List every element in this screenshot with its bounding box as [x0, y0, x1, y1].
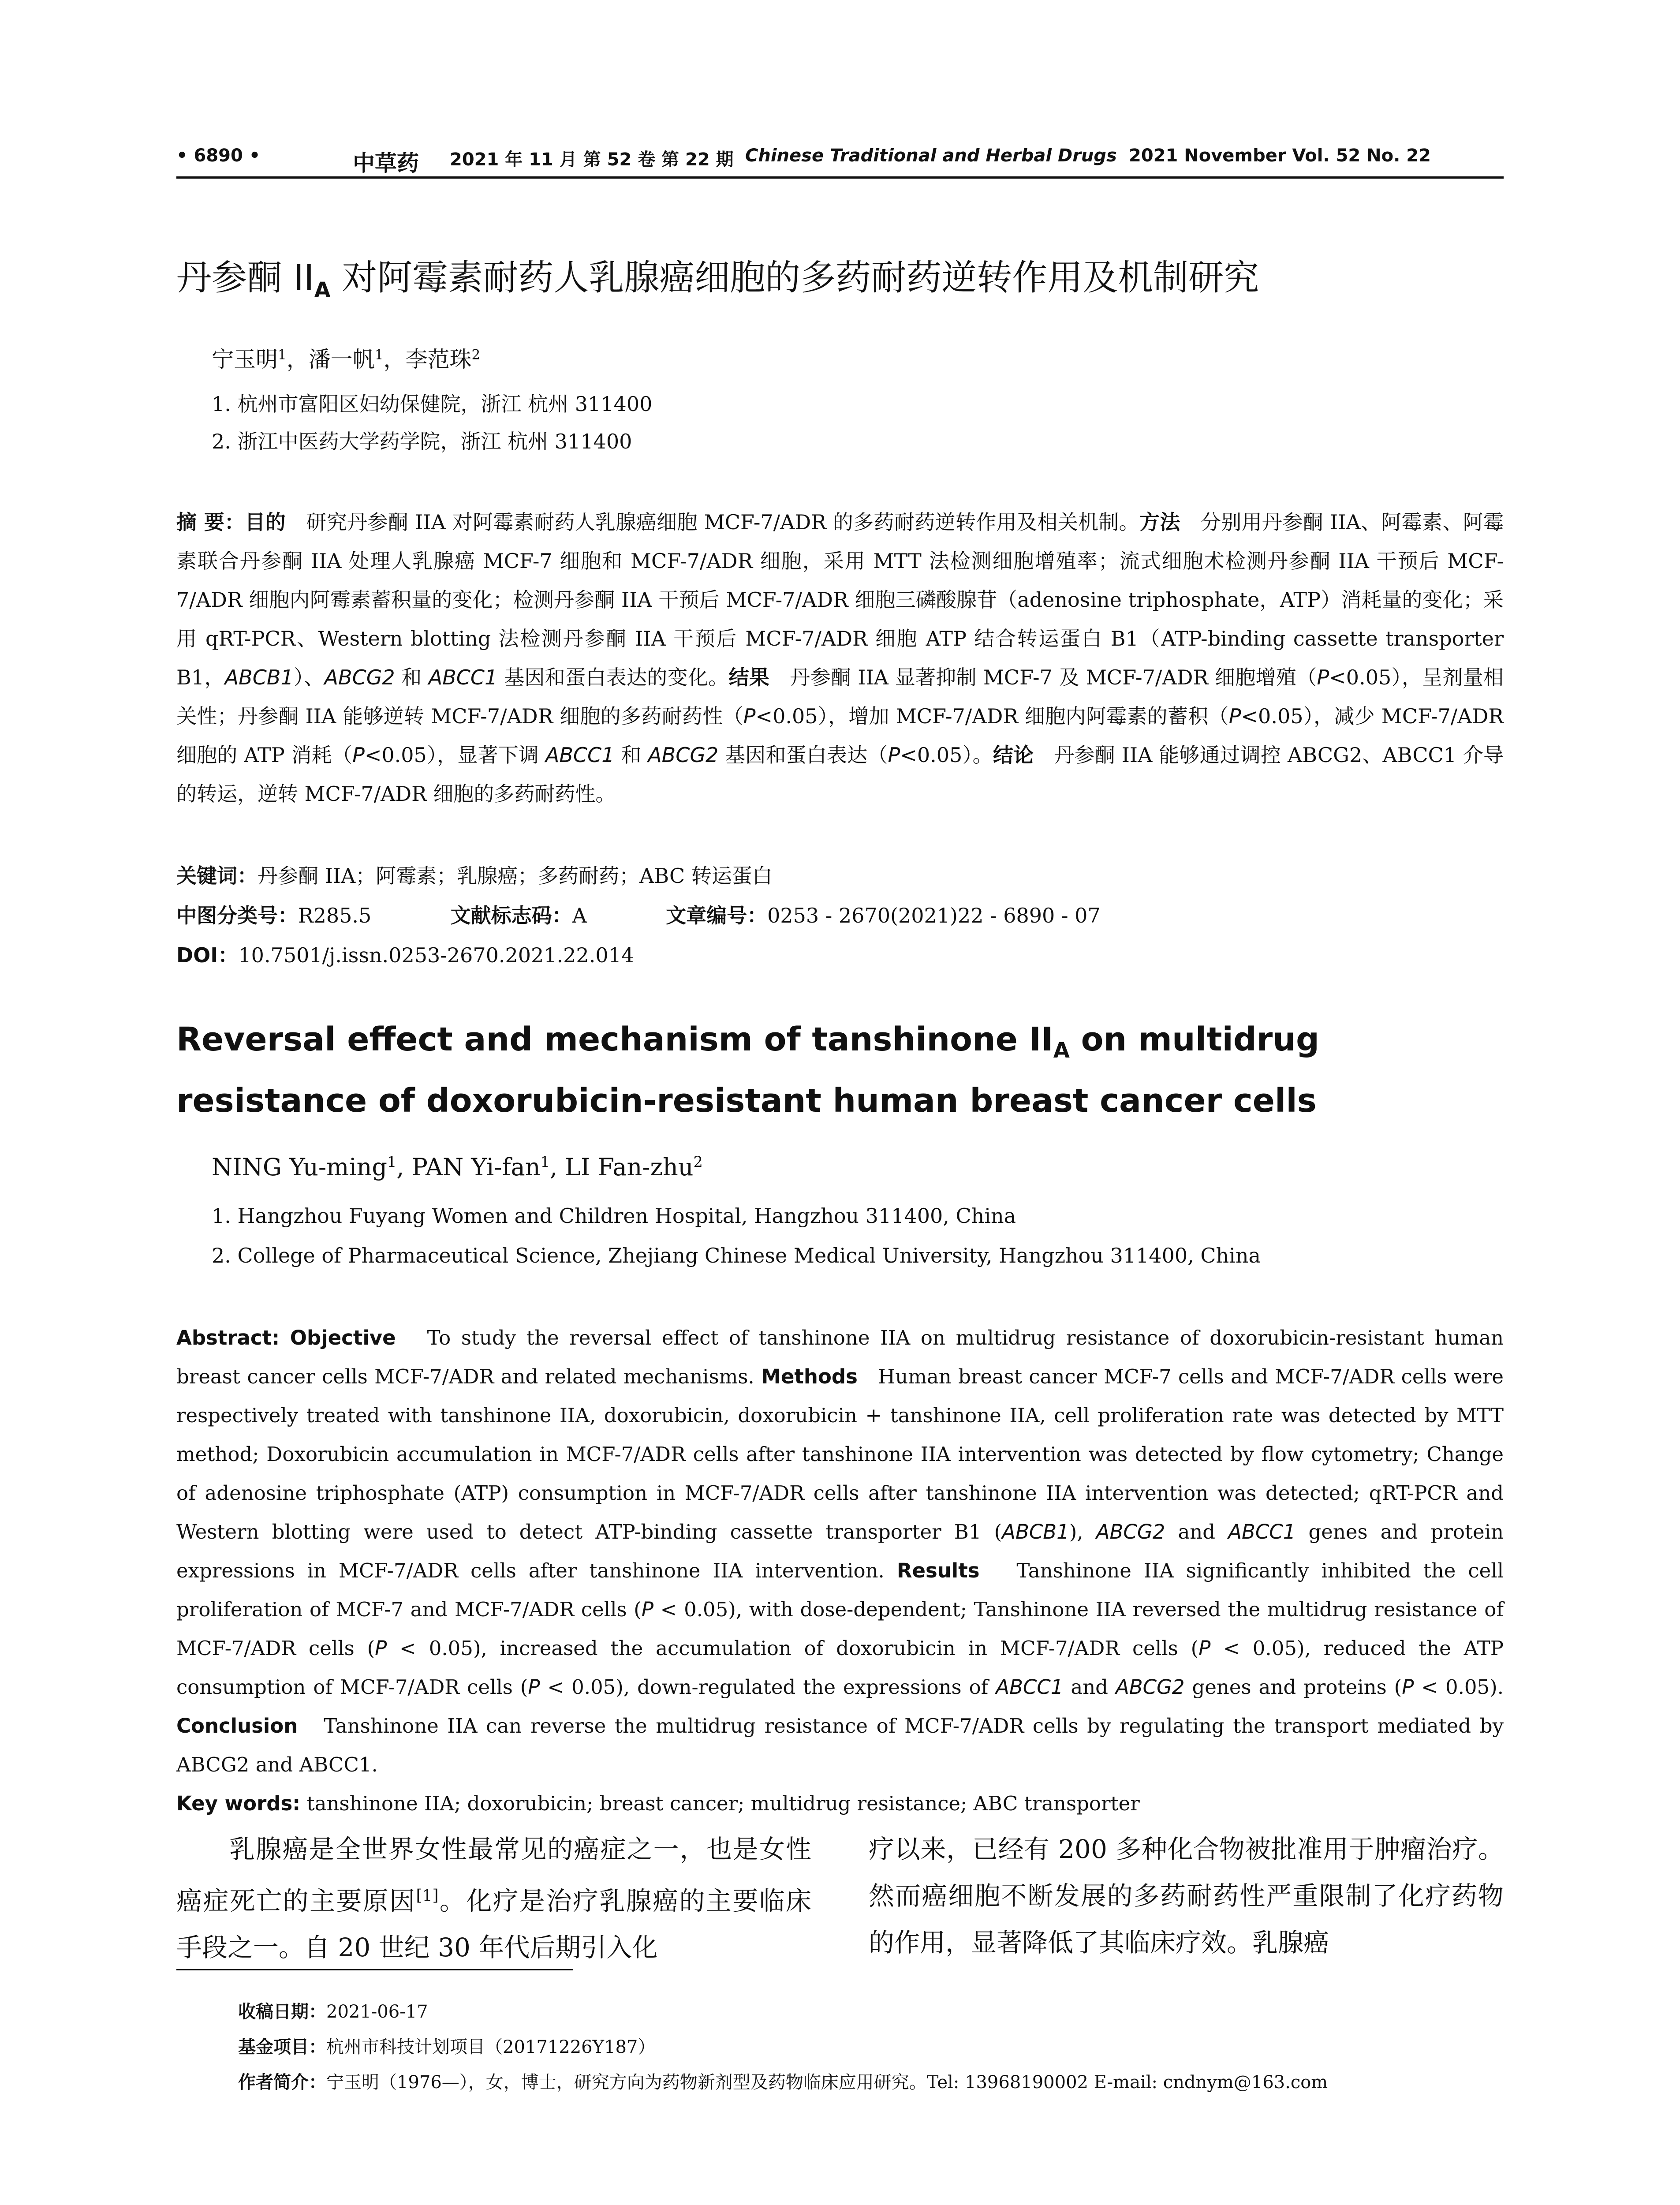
conclusion-label-en: Conclusion [176, 1714, 298, 1738]
objective-cn: 研究丹参酮 IIA 对阿霉素耐药人乳腺癌细胞 MCF-7/ADR 的多药耐药逆转作用及相关机制。 [306, 510, 1139, 534]
results-en: < 0.05), with dose-dependent; Tanshinone IIA reversed the multidrug resistance of MCF-7/ADR cells ( [176, 1598, 1504, 1660]
author-cn-1-affil: 1 [278, 347, 287, 363]
affiliation-en-1: 1. Hangzhou Fuyang Women and Children Hospital, Hangzhou 311400, China [212, 1204, 1016, 1228]
text: 和 [614, 743, 648, 767]
abstract-en-label: Abstract: [176, 1326, 280, 1349]
footnote-fund [238, 2033, 655, 2058]
abstract-cn-label: 摘 要： [176, 510, 245, 534]
author-en-2: , PAN Yi-fan [396, 1153, 541, 1181]
article-label: 文章编号： [666, 904, 768, 927]
p-symbol: P [1317, 665, 1329, 689]
title-en-part2: on multidrug resistance of doxorubicin-resistant human breast cancer cells [176, 1020, 1319, 1120]
text: 和 [395, 665, 429, 689]
methods-cn: 分别用丹参酮 IIA、阿霉素、阿霉素联合丹参酮 IIA 处理人乳腺癌 MCF-7 细胞和 MCF-7/ADR 细胞，采用 MTT 法检测细胞增殖率；流式细胞术检测丹参酮 IIA 干预后 MCF-7/ADR 细胞内阿霉素蓄积量的变化；检测丹参酮 IIA 干预后 MCF-7/ADR 细胞三磷酸腺苷（adenosine triphosphate，ATP）消耗量的变化；采用 qRT-PCR、Western blotting 法检测丹参酮 IIA 干预后 MCF-7/ADR 细胞 ATP 结合转运蛋白 B1（ATP-binding cassette transporter B1， [176, 510, 1504, 689]
results-en: genes and proteins ( [1184, 1675, 1402, 1699]
author-cn-2-affil: 1 [374, 347, 384, 363]
author-en-1-affil: 1 [387, 1153, 397, 1170]
doi-label: DOI： [176, 943, 239, 967]
author-cn-3: 李范珠 [405, 347, 472, 372]
results-cn: <0.05），显著下调 [364, 743, 545, 767]
classification-line [176, 900, 1504, 929]
p-symbol: P [1228, 704, 1241, 728]
footnote-received [238, 1998, 428, 2023]
p-symbol: P [352, 743, 365, 767]
citation-ref[interactable]: [1] [416, 1887, 439, 1905]
p-symbol: P [743, 704, 756, 728]
footnote-author [238, 2068, 1328, 2093]
results-label-en: Results [896, 1559, 980, 1582]
author-cn-2: 潘一帆 [308, 347, 375, 372]
title-cn-part2: 对阿霉素耐药人乳腺癌细胞的多药耐药逆转作用及机制研究 [330, 257, 1259, 298]
author-cn-3-affil: 2 [471, 347, 481, 363]
running-header [176, 146, 1504, 176]
title-cn-sub: A [314, 278, 331, 303]
gene-abcb1-en: ABCB1 [1002, 1520, 1069, 1544]
gene-abcb1-cn: ABCB1 [224, 665, 294, 689]
keywords-en-label: Key words: [176, 1792, 301, 1815]
clc-label: 中图分类号： [176, 904, 298, 927]
author-cn-1: 宁玉明 [212, 347, 278, 372]
keywords-cn-label: 关键词： [176, 864, 258, 888]
page-number: • 6890 • [176, 146, 261, 166]
author-bio-text: 宁玉明（1976—），女，博士，研究方向为药物新剂型及药物临床应用研究。Tel: 13968190002 E-mail: cndnym@163.com [326, 2072, 1328, 2093]
header-rule [176, 176, 1504, 179]
results-cn: 基因和蛋白表达（ [718, 743, 888, 767]
results-cn: <0.05），增加 MCF-7/ADR 细胞内阿霉素的蓄积（ [755, 704, 1229, 728]
keywords-en-text: tanshinone IIA; doxorubicin; breast cancer; multidrug resistance; ABC transporter [306, 1792, 1140, 1815]
text: ）、 [293, 665, 325, 689]
title-en [176, 1014, 1504, 1126]
affiliation-en-2: 2. College of Pharmaceutical Science, Zhejiang Chinese Medical University, Hangzhou 311400, China [212, 1244, 1261, 1267]
title-en-part1: Reversal effect and mechanism of tanshinone II [176, 1020, 1053, 1058]
authors-en [212, 1153, 703, 1181]
author-en-1: NING Yu-ming [212, 1153, 387, 1181]
affiliation-cn-1: 1. 杭州市富阳区妇幼保健院，浙江 杭州 311400 [212, 392, 653, 416]
p-symbol: P [1402, 1675, 1414, 1699]
author-sep: ， [383, 347, 406, 372]
gene-abcg2-cn: ABCG2 [324, 665, 395, 689]
affiliation-cn-2: 2. 浙江中医药大学药学院，浙江 杭州 311400 [212, 430, 632, 453]
gene-abcg2-cn: ABCG2 [648, 743, 719, 767]
gene-abcc1-en: ABCC1 [1228, 1520, 1296, 1544]
results-en: Tanshinone IIA significantly inhibited the cell proliferation of MCF-7 and MCF-7/ADR cells ( [176, 1559, 1504, 1621]
gene-abcc1-cn: ABCC1 [545, 743, 615, 767]
objective-label-en: Objective [290, 1326, 396, 1349]
issue-en: 2021 November Vol. 52 No. 22 [1129, 146, 1431, 166]
text: genes and protein expressions in MCF-7/ADR cells after tanshinone IIA intervention. [176, 1520, 1504, 1582]
journal-name-en: Chinese Traditional and Herbal Drugs [745, 146, 1117, 166]
code-label: 文献标志码： [450, 904, 572, 927]
body-text: 。化疗是治疗乳腺癌的主要临床手段之一。自 20 世纪 30 年代后期引入化 [176, 1886, 811, 1963]
author-en-3-affil: 2 [693, 1153, 703, 1170]
objective-label-cn: 目的 [245, 510, 286, 534]
body-column-right: 疗以来，已经有 200 多种化合物被批准用于肿瘤治疗。然而癌细胞不断发展的多药耐药性严重限制了化疗药物的作用，显著降低了其临床疗效。乳腺癌 [869, 1834, 1504, 1958]
text: and [1063, 1675, 1116, 1699]
p-symbol: P [641, 1598, 653, 1621]
p-symbol: P [888, 743, 900, 767]
p-symbol: P [1198, 1637, 1211, 1660]
methods-en: Human breast cancer MCF-7 cells and MCF-7/ADR cells were respectively treated with tanshinone IIA, doxorubicin, doxorubicin + tanshinone IIA, cell proliferation rate was detected by MTT method; Doxorubicin accumulation in MCF-7/ADR cells after tanshinone IIA intervention was detected by flow cytometry; Change of adenosine triphosphate (ATP) consumption in MCF-7/ADR cells after tanshinone IIA intervention was detected; qRT-PCR and Western blotting were used to detect ATP-binding cassette transporter B1 ( [176, 1365, 1504, 1544]
title-cn-part1: 丹参酮 II [176, 257, 314, 298]
gene-abcg2-en: ABCG2 [1096, 1520, 1165, 1544]
results-cn: <0.05），呈剂量相关性；丹参酮 IIA 能够逆转 MCF-7/ADR 细胞的多药耐药性（ [176, 665, 1504, 728]
author-sep: ， [286, 347, 309, 372]
results-cn: <0.05）。 [900, 743, 993, 767]
title-cn [176, 249, 1504, 303]
journal-name-cn: 中草药 [353, 150, 419, 176]
p-symbol: P [528, 1675, 540, 1699]
text: 基因和蛋白表达的变化。 [497, 665, 729, 689]
title-en-sub: A [1053, 1038, 1070, 1063]
objective-en: To study the reversal effect of tanshinone IIA on multidrug resistance of doxorubicin-resistant human breast cancer cells MCF-7/ADR and related mechanisms. [176, 1326, 1504, 1388]
gene-abcc1-en: ABCC1 [996, 1675, 1064, 1699]
results-en: < 0.05). [1414, 1675, 1504, 1699]
authors-cn [212, 342, 480, 374]
fund-text: 杭州市科技计划项目（20171226Y187） [326, 2037, 656, 2057]
body-text: 乳腺癌是全世界女性最常见的癌症之一，也是女性癌症死亡的主要原因 [176, 1834, 811, 1916]
body-column-left [176, 1826, 811, 1971]
results-label-cn: 结果 [728, 665, 770, 689]
author-en-3: , LI Fan-zhu [549, 1153, 694, 1181]
abstract-cn [176, 503, 1504, 813]
fund-label: 基金项目： [238, 2037, 326, 2057]
doi-value[interactable]: 10.7501/j.issn.0253-2670.2021.22.014 [238, 943, 635, 967]
results-en: < 0.05), down-regulated the expressions of [540, 1675, 996, 1699]
gene-abcc1-cn: ABCC1 [428, 665, 498, 689]
p-symbol: P [375, 1637, 387, 1660]
results-cn: <0.05），减少 MCF-7/ADR 细胞的 ATP 消耗（ [176, 704, 1504, 767]
article-value: 0253 - 2670(2021)22 - 6890 - 07 [767, 904, 1101, 927]
results-en: < 0.05), reduced the ATP consumption of MCF-7/ADR cells ( [176, 1637, 1504, 1699]
abstract-en [176, 1319, 1504, 1823]
code-value: A [572, 904, 587, 927]
conclusion-en: Tanshinone IIA can reverse the multidrug resistance of MCF-7/ADR cells by regulating the transport mediated by ABCG2 and ABCC1. [176, 1714, 1504, 1776]
keywords-cn-text: 丹参酮 IIA；阿霉素；乳腺癌；多药耐药；ABC 转运蛋白 [258, 864, 773, 888]
keywords-cn [176, 860, 1504, 889]
results-cn: 丹参酮 IIA 显著抑制 MCF-7 及 MCF-7/ADR 细胞增殖（ [790, 665, 1317, 689]
text: and [1165, 1520, 1228, 1544]
clc-value: R285.5 [298, 904, 372, 927]
results-en: < 0.05), increased the accumulation of doxorubicin in MCF-7/ADR cells ( [387, 1637, 1199, 1660]
issue-cn: 2021 年 11 月 第 52 卷 第 22 期 [450, 149, 734, 170]
text: ), [1069, 1520, 1096, 1544]
doi [176, 939, 634, 968]
methods-label-cn: 方法 [1139, 510, 1180, 534]
gene-abcg2-en: ABCG2 [1115, 1675, 1185, 1699]
author-en-2-affil: 1 [540, 1153, 550, 1170]
footnote-rule [176, 1969, 573, 1970]
methods-label-en: Methods [761, 1365, 858, 1388]
received-date: 2021-06-17 [326, 2002, 428, 2022]
received-label: 收稿日期： [238, 2002, 326, 2022]
conclusion-cn: 丹参酮 IIA 能够通过调控 ABCG2、ABCC1 介导的转运，逆转 MCF-7/ADR 细胞的多药耐药性。 [176, 743, 1504, 806]
author-bio-label: 作者简介： [238, 2072, 326, 2093]
conclusion-label-cn: 结论 [993, 743, 1034, 767]
